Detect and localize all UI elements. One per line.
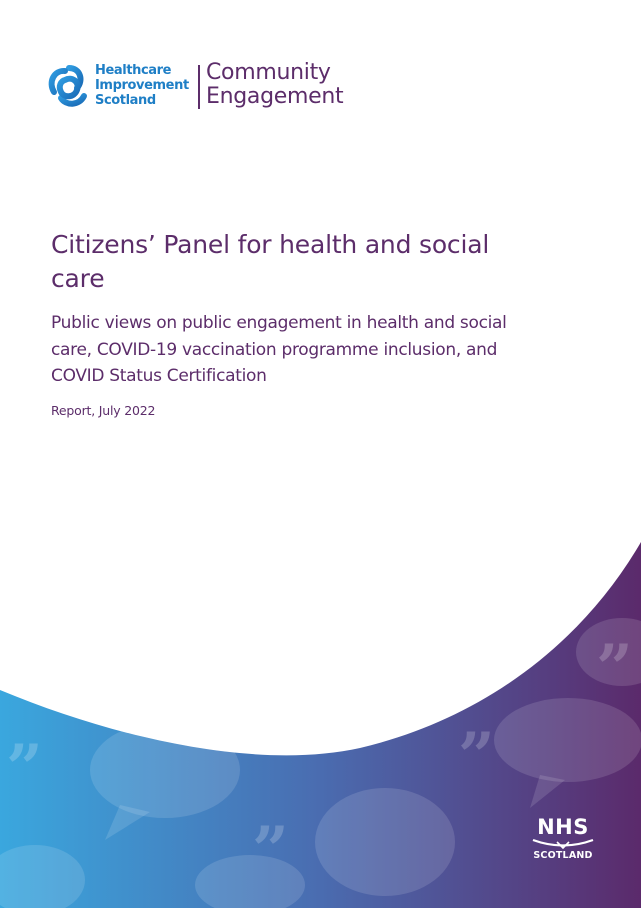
bubble-quote-mark: ” [252,813,289,888]
healthcare-improvement-scotland-logo-icon [44,62,94,112]
bubble-quote-mark: ” [6,731,43,806]
logo-line: Healthcare [95,63,172,78]
saltire-arc-icon [531,837,595,849]
nhs-wordmark: NHS [537,815,589,839]
healthcare-improvement-scotland-wordmark [95,63,189,108]
logo-divider [198,65,200,109]
report-title: Citizens’ Panel for health and social care [51,230,490,293]
nhs-scotland-logo [529,815,597,865]
bubble-quote-mark: ” [596,631,633,706]
report-date: Report, July 2022 [51,403,156,418]
logo-line: Engagement [206,84,344,109]
community-engagement-wordmark [206,61,343,109]
logo-line: Community [206,60,331,85]
header-logos [44,58,374,118]
bubble-quote-mark: ” [458,719,495,794]
nhs-scotland-label: SCOTLAND [533,850,593,861]
report-subtitle: Public views on public engagement in health and social care, COVID-19 vaccination programme inclusion, and COVID Status Certification [51,313,507,386]
logo-line: Improvement [95,78,189,93]
logo-line: Scotland [95,93,156,108]
